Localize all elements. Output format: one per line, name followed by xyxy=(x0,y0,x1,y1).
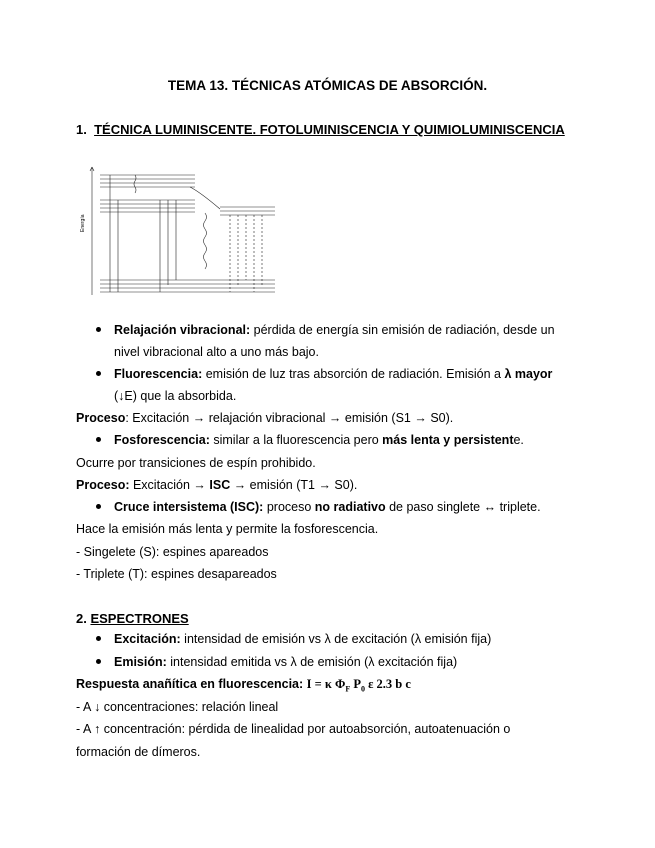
triplete-text: - Triplete (T): espines desapareados xyxy=(76,567,277,581)
proceso-2: Proceso: Excitación → ISC → emisión (T1 → S0). xyxy=(76,478,358,492)
list-item-fosforescencia: Fosforescencia: similar a la fluorescencia pero más lenta y persistente. xyxy=(96,433,524,447)
bullet-icon xyxy=(96,371,101,376)
respuesta-analitica: Respuesta anañítica en fluorescencia: I = κ $\Phi_F$ $P_0$ ε 2.3 b c xyxy=(76,677,411,694)
page-title: TEMA 13. TÉCNICAS ATÓMICAS DE ABSORCIÓN. xyxy=(167,78,488,93)
bullet-icon xyxy=(96,437,101,442)
bullet-icon xyxy=(96,504,101,509)
section-1-number: 1. xyxy=(76,122,87,137)
relajacion-continuation: nivel vibracional alto a uno más bajo. xyxy=(114,345,319,359)
bullet-icon xyxy=(96,636,101,641)
section-1-title: TÉCNICA LUMINISCENTE. FOTOLUMINISCENCIA Y QUIMIOLUMINISCENCIA xyxy=(94,122,565,137)
alta-concentracion: - A ↑ concentración: pérdida de linealidad por autoabsorción, autoatenuación o xyxy=(76,722,511,736)
list-item-emision: Emisión: intensidad emitida vs λ de emisión (λ excitación fija) xyxy=(96,655,457,669)
bullet-icon xyxy=(96,659,101,664)
list-item-fluorescencia: Fluorescencia: emisión de luz tras absorción de radiación. Emisión a λ mayor xyxy=(96,367,552,381)
singlete-text: - Singelete (S): espines apareados xyxy=(76,545,269,559)
section-2-title: ESPECTRONES xyxy=(90,611,189,626)
section-2-heading xyxy=(76,611,189,626)
section-1-heading xyxy=(76,122,565,137)
section-2-number: 2. xyxy=(76,611,87,626)
proceso-1: Proceso: Excitación → relajación vibracional → emisión (S1 → S0). xyxy=(76,411,454,425)
fluorescencia-continuation: (↓E) que la absorbida. xyxy=(114,389,237,403)
list-item-excitacion: Excitación: intensidad de emisión vs λ de excitación (λ emisión fija) xyxy=(96,632,491,646)
list-item-isc: Cruce intersistema (ISC): proceso no radiativo de paso singlete ↔ triplete. xyxy=(96,500,541,514)
bullet-icon xyxy=(96,327,101,332)
energy-axis-label: Energía xyxy=(80,214,86,232)
jablonski-diagram xyxy=(80,155,280,302)
alta-concentracion-cont: formación de dímeros. xyxy=(76,745,201,759)
hace-text: Hace la emisión más lenta y permite la fosforescencia. xyxy=(76,522,379,536)
fluorescence-formula: I = κ $\Phi_F$ $P_0$ ε 2.3 b c xyxy=(306,677,411,694)
list-item-relajacion: Relajación vibracional: pérdida de energía sin emisión de radiación, desde un xyxy=(96,323,555,337)
ocurre-text: Ocurre por transiciones de espín prohibido. xyxy=(76,456,316,470)
baja-concentracion: - A ↓ concentraciones: relación lineal xyxy=(76,700,279,714)
